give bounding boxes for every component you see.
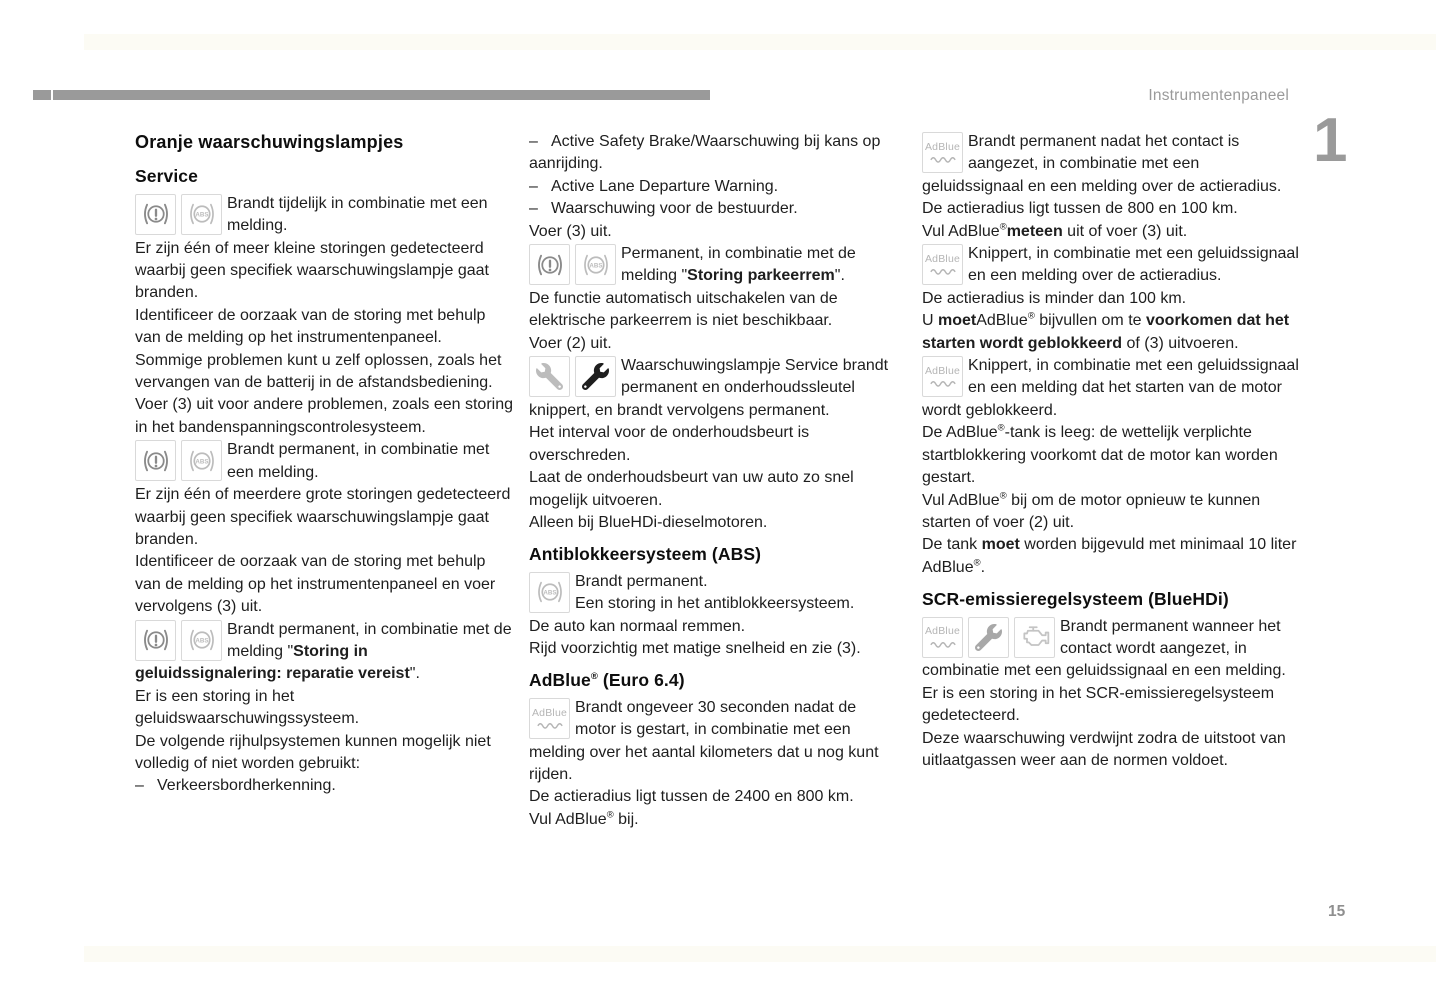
top-scan-band (84, 34, 1436, 50)
adblue-label: AdBlue (924, 364, 961, 377)
list-dash: – (529, 177, 538, 195)
check-engine-icon (1014, 617, 1055, 658)
bold-text: moet (981, 536, 1020, 554)
paragraph (922, 422, 1304, 489)
abs-warning-icon (529, 572, 570, 613)
text: De tank (922, 536, 982, 554)
text: ". (834, 267, 845, 285)
scr-heading (922, 588, 1304, 610)
text: Identificeer de oorzaak van de storing met behulp van de melding op het instrumentenpaneel en voer vervolgens (3) uit. (135, 553, 496, 616)
scr-entry (922, 616, 1304, 683)
entry-text (529, 699, 879, 783)
header-rule (53, 90, 710, 100)
entry-text (922, 133, 1281, 195)
text: Vul AdBlue (529, 810, 607, 828)
adblue-blink-entry (922, 243, 1304, 288)
entry-text (621, 245, 856, 284)
svg-text:ABS: ABS (588, 261, 603, 269)
text: U (922, 312, 938, 330)
text: Voer (3) uit. (529, 222, 612, 240)
bold-text: Storing parkeerrem (687, 267, 835, 285)
adblue-heading (529, 669, 901, 691)
list-text (551, 200, 798, 217)
adblue-icon (922, 244, 963, 285)
registered-mark: ® (590, 671, 598, 683)
text: Waarschuwingslampje Service brandt permanent en onderhoudssleutel knippert, en brandt vervolgens permanent. (529, 357, 889, 419)
text: uit of voer (3) uit. (1062, 222, 1188, 240)
paragraph (922, 221, 1304, 243)
list-item (529, 176, 901, 198)
list-text (157, 777, 336, 794)
list-dash: – (529, 133, 538, 150)
page-number: 15 (1328, 903, 1346, 920)
text: Er is een storing in het SCR-emissieregelsysteem gedetecteerd. (922, 684, 1275, 725)
bold-text: moet (938, 312, 977, 330)
list-text (551, 178, 778, 195)
list-item (135, 775, 513, 797)
list-item (529, 131, 901, 176)
adblue-icon (922, 356, 963, 397)
abs-warning-icon (575, 244, 616, 285)
text: De functie automatisch uitschakelen van de elektrische parkeerrem is niet beschikbaar. (529, 289, 838, 330)
adblue-label: AdBlue (924, 140, 961, 153)
paragraph (135, 731, 513, 776)
text: Antiblokkeersysteem (ABS) (529, 544, 762, 565)
paragraph (529, 422, 901, 467)
entry-text (968, 245, 1299, 284)
text: Service (135, 166, 198, 187)
text: Een storing in het antiblokkeersysteem. (575, 595, 855, 613)
text: Alleen bij BlueHDi-dieselmotoren. (529, 513, 768, 531)
text: Waarschuwing voor de bestuurder. (551, 200, 798, 218)
text: Voer (3) uit voor andere problemen, zoals een storing in het bandenspanningscontrolesysteem. (135, 396, 513, 436)
paragraph (529, 512, 901, 534)
paragraph (135, 238, 513, 305)
abs-warning-icon (181, 194, 222, 235)
paragraph (135, 305, 513, 350)
text: Brandt ongeveer 30 seconden nadat de motor is gestart, in combinatie met een melding over het aantal kilometers dat u nog kunt rijden. (529, 698, 879, 783)
svg-text:ABS: ABS (194, 458, 209, 466)
text: De volgende rijhulpsystemen kunnen mogelijk niet volledig of niet worden gebruikt: (135, 732, 491, 772)
paragraph (922, 198, 1304, 220)
registered-mark: ® (999, 490, 1007, 502)
text: Brandt tijdelijk in combinatie met een melding. (227, 194, 488, 235)
paragraph (922, 728, 1304, 773)
adblue-label: AdBlue (924, 625, 961, 638)
text: Rijd voorzichtig met matige snelheid en zie (3). (529, 639, 861, 657)
adblue-label: AdBlue (531, 706, 568, 719)
service-permanent-entry (135, 439, 513, 484)
paragraph (529, 221, 901, 243)
paragraph (922, 288, 1304, 310)
bottom-scan-band (84, 946, 1436, 962)
abs-entry (529, 571, 901, 616)
header-rule-short (33, 90, 51, 100)
entry-text (575, 573, 854, 612)
text: Er zijn één of meer kleine storingen gedetecteerd waarbij geen specifiek waarschuwingslampje gaat branden. (135, 239, 489, 302)
text: Sommige problemen kunt u zelf oplossen, zoals het vervangen van de batterij in de afstandsbediening. (135, 351, 502, 392)
text: De actieradius ligt tussen de 2400 en 800 km. (529, 788, 854, 806)
text: -tank is leeg: de wettelijk verplichte startblokkering voorkomt dat de motor kan worden gestart. (922, 424, 1278, 487)
text: bijvullen om te (1034, 312, 1146, 330)
registered-mark: ® (999, 221, 1007, 233)
text: Brandt permanent, in combinatie met de melding " (227, 620, 512, 660)
list-text (529, 133, 880, 172)
paragraph (529, 809, 901, 831)
list-dash: – (135, 777, 144, 795)
adblue-icon (922, 617, 963, 658)
service-interval-entry (529, 355, 901, 422)
svg-text:ABS: ABS (194, 637, 209, 645)
bold-text: meteen (1006, 222, 1063, 240)
paragraph (922, 683, 1304, 728)
text: worden bijgevuld met minimaal 10 liter AdBlue (922, 536, 1297, 576)
text: Laat de onderhoudsbeurt van uw auto zo snel mogelijk uitvoeren. (529, 469, 854, 509)
text: Brandt permanent nadat het contact is aangezet, in combinatie met een geluidssignaal en een melding over de actieradius. (922, 133, 1282, 195)
text: SCR-emissieregelsysteem (BlueHDi) (922, 589, 1229, 610)
entry-text (227, 441, 489, 480)
paragraph (135, 686, 513, 731)
text: Vul AdBlue (922, 222, 1000, 240)
running-header: Instrumentenpaneel (1148, 87, 1289, 104)
brake-warning-icon (135, 620, 176, 661)
column-right (922, 131, 1304, 772)
adblue-30s-entry (529, 697, 901, 787)
text: De actieradius is minder dan 100 km. (922, 289, 1187, 307)
registered-mark: ® (973, 557, 981, 569)
adblue-icon (922, 132, 963, 173)
paragraph (922, 310, 1304, 355)
text: bij om de motor opnieuw te kunnen starten of voer (2) uit. (922, 491, 1261, 531)
maintenance-wrench-icon (575, 356, 616, 397)
adblue-label: AdBlue (924, 252, 961, 265)
text: ". (409, 665, 420, 683)
service-temporary-entry (135, 193, 513, 238)
text: Het interval voor de onderhoudsbeurt is overschreden. (529, 424, 810, 464)
text: bij. (613, 810, 639, 828)
text: Active Lane Departure Warning. (551, 177, 779, 195)
text: (Euro 6.4) (597, 670, 685, 691)
adblue-permanent-entry (922, 131, 1304, 198)
paragraph (135, 394, 513, 439)
abs-warning-icon (181, 440, 222, 481)
paragraph (135, 551, 513, 618)
entry-text (227, 195, 488, 234)
text: Brandt permanent wanneer het contact wordt aangezet, in combinatie met een geluidssignaal en een melding. (922, 617, 1286, 680)
paragraph (135, 350, 513, 395)
list-dash: – (529, 200, 538, 218)
paragraph (529, 616, 901, 638)
orange-warnings-title (135, 131, 513, 153)
registered-mark: ® (1027, 310, 1035, 322)
svg-text:ABS: ABS (194, 211, 209, 219)
text: Er zijn één of meerdere grote storingen gedetecteerd waarbij geen specifiek waarschuwingslampje gaat branden. (135, 486, 511, 548)
chapter-number: 1 (1313, 106, 1348, 175)
text: Voer (2) uit. (529, 334, 612, 352)
text: De actieradius ligt tussen de 800 en 100 km. (922, 200, 1238, 218)
paragraph (135, 484, 513, 551)
adblue-blocked-entry (922, 355, 1304, 422)
paragraph (529, 467, 901, 512)
text: De auto kan normaal remmen. (529, 617, 746, 635)
paragraph (529, 288, 901, 333)
svg-text:ABS: ABS (542, 589, 557, 597)
paragraph (529, 638, 901, 660)
text: Permanent, in combinatie met de melding " (621, 245, 856, 285)
adblue-icon (529, 698, 570, 739)
text: De AdBlue (922, 424, 998, 442)
text: Knippert, in combinatie met een geluidssignaal en een melding over de actieradius. (968, 245, 1299, 285)
text: Brandt permanent. (575, 572, 708, 590)
bold-text: Storing in geluidssignalering: reparatie vereist (135, 642, 410, 683)
text: Verkeersbordherkenning. (157, 777, 336, 795)
column-middle (529, 131, 901, 831)
text: Identificeer de oorzaak van de storing met behulp van de melding op het instrumentenpaneel. (135, 306, 486, 347)
service-wrench-icon (968, 617, 1009, 658)
brake-warning-icon (529, 244, 570, 285)
abs-warning-icon (181, 620, 222, 661)
paragraph (529, 333, 901, 355)
paragraph (922, 490, 1304, 535)
text: Vul AdBlue (922, 491, 1000, 509)
text: Brandt permanent, in combinatie met een melding. (227, 441, 490, 481)
text: Active Safety Brake/Waarschuwing bij kans op aanrijding. (529, 133, 881, 173)
registered-mark: ® (606, 809, 614, 821)
list-item (529, 198, 901, 220)
registered-mark: ® (997, 422, 1005, 434)
column-left (135, 131, 513, 798)
text: Oranje waarschuwingslampjes (135, 132, 404, 152)
text: Knippert, in combinatie met een geluidssignaal en een melding dat het starten van de motor wordt geblokkeerd. (922, 357, 1299, 419)
entry-text (922, 357, 1299, 419)
parking-brake-entry (529, 243, 901, 288)
text: AdBlue (529, 670, 591, 691)
text: of (3) uitvoeren. (1122, 334, 1239, 352)
audio-fault-entry (135, 619, 513, 686)
brake-warning-icon (135, 440, 176, 481)
text: Er is een storing in het geluidswaarschuwingssysteem. (135, 687, 360, 728)
text: Deze waarschuwing verdwijnt zodra de uitstoot van uitlaatgassen weer aan de normen voldoet. (922, 729, 1286, 769)
text: AdBlue (976, 312, 1028, 330)
abs-heading (529, 543, 901, 565)
text: . (980, 558, 986, 576)
brake-warning-icon (135, 194, 176, 235)
service-heading (135, 165, 513, 187)
bold-text: voorkomen dat het starten wordt geblokkeerd (922, 312, 1290, 352)
paragraph (529, 786, 901, 808)
paragraph (922, 534, 1304, 579)
service-wrench-icon (529, 356, 570, 397)
